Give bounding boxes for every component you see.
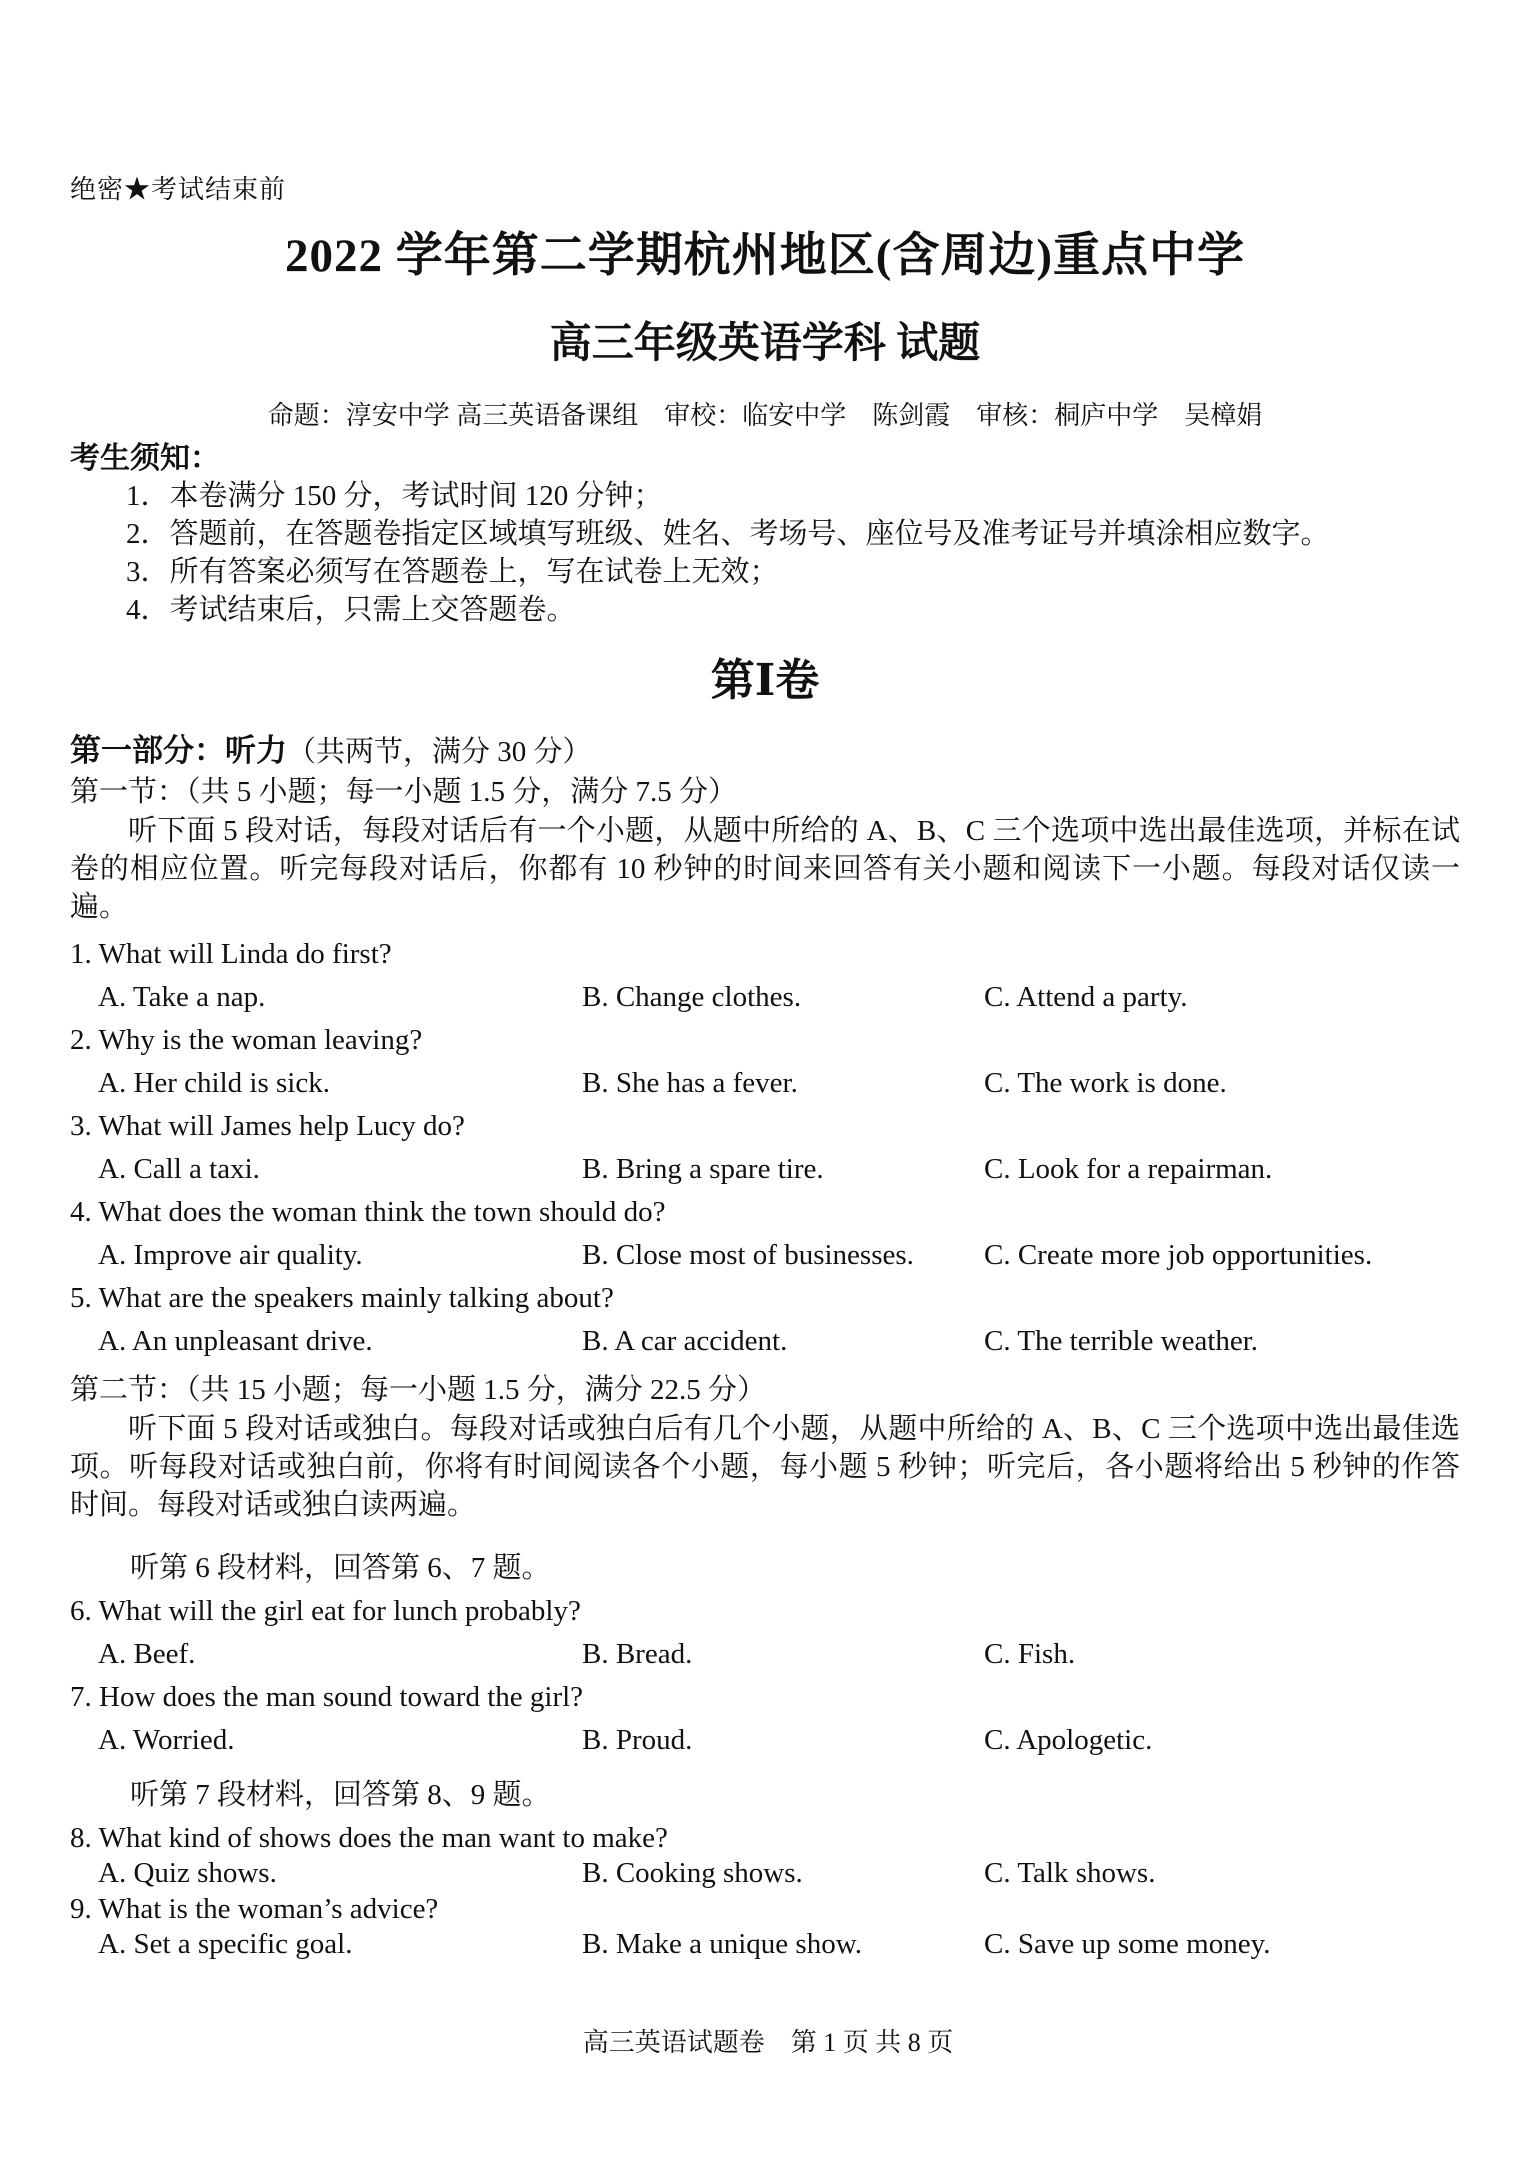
question-8 [70, 1823, 1460, 1853]
exam-subtitle: 高三年级英语学科 试题 [549, 321, 981, 367]
question-7-options [70, 1725, 1460, 1755]
option-b: B. Cooking shows. [582, 1857, 803, 1889]
option-b: B. Change clothes. [582, 981, 802, 1013]
notice-item-3: 3．所有答案必须写在答题卷上，写在试卷上无效； [126, 556, 779, 588]
question-1 [70, 939, 1460, 969]
question-5 [70, 1283, 1460, 1313]
question-2 [70, 1025, 1460, 1055]
option-c: C. Fish. [984, 1638, 1076, 1670]
question-4 [70, 1197, 1460, 1227]
question-9-options [70, 1929, 1460, 1959]
option-a: A. Take a nap. [98, 981, 266, 1013]
option-c: C. The terrible weather. [984, 1325, 1259, 1357]
option-b: B. A car accident. [582, 1325, 788, 1357]
exam-title: 2022 学年第二学期杭州地区(含周边)重点中学 [284, 230, 1246, 282]
question-3-text: 3. What will James help Lucy do? [70, 1110, 465, 1142]
option-a: A. Quiz shows. [98, 1857, 277, 1889]
option-b: B. Bring a spare tire. [582, 1153, 824, 1185]
question-5-options [70, 1326, 1460, 1356]
option-c: C. Apologetic. [984, 1724, 1153, 1756]
question-9-text: 9. What is the woman’s advice? [70, 1893, 439, 1925]
question-5-text: 5. What are the speakers mainly talking about? [70, 1282, 614, 1314]
option-c: C. Save up some money. [984, 1928, 1271, 1960]
option-b: B. Bread. [582, 1638, 693, 1670]
option-c: C. Attend a party. [984, 981, 1188, 1013]
option-b: B. Close most of businesses. [582, 1239, 914, 1271]
page-footer: 高三英语试题卷 第 1 页 共 8 页 [582, 2028, 954, 2057]
option-b: B. Make a unique show. [582, 1928, 863, 1960]
exam-byline: 命题：淳安中学 高三英语备课组 审校：临安中学 陈剑霞 审核：桐庐中学 吴樟娟 [267, 401, 1263, 430]
question-4-options [70, 1240, 1460, 1270]
section1-heading: 第一节：（共 5 小题；每一小题 1.5 分，满分 7.5 分） [70, 776, 738, 808]
notice-list [70, 477, 1460, 629]
notice-item-1: 1．本卷满分 150 分，考试时间 120 分钟； [126, 480, 663, 512]
volume-heading: 第Ⅰ卷 [710, 656, 820, 705]
question-3 [70, 1111, 1460, 1141]
material-note-7: 听第 7 段材料，回答第 8、9 题。 [130, 1779, 551, 1811]
part1-heading-bold: 第一部分：听力 [70, 733, 287, 768]
option-c: C. Look for a repairman. [984, 1153, 1273, 1185]
section1-instructions: 听下面 5 段对话，每段对话后有一个小题，从题中所给的 A、B、C 三个选项中选出最佳选项，并标在试卷的相应位置。听完每段对话后，你都有 10 秒钟的时间来回答有关小题和阅读下一小题。每段对话仅读一遍。 [70, 815, 1460, 923]
question-2-text: 2. Why is the woman leaving? [70, 1024, 423, 1056]
question-1-options [70, 982, 1460, 1012]
question-4-text: 4. What does the woman think the town should do? [70, 1196, 666, 1228]
question-9 [70, 1894, 1460, 1924]
option-a: A. Worried. [98, 1724, 235, 1756]
question-7-text: 7. How does the man sound toward the girl? [70, 1681, 584, 1713]
option-a: A. Her child is sick. [98, 1067, 330, 1099]
option-c: C. The work is done. [984, 1067, 1227, 1099]
material-note-6: 听第 6 段材料，回答第 6、7 题。 [130, 1552, 551, 1584]
option-c: C. Talk shows. [984, 1857, 1156, 1889]
question-8-text: 8. What kind of shows does the man want to make? [70, 1822, 668, 1854]
classification-banner: 绝密★考试结束前 [70, 175, 287, 204]
option-a: A. Improve air quality. [98, 1239, 363, 1271]
option-b: B. Proud. [582, 1724, 693, 1756]
option-a: A. Call a taxi. [98, 1153, 260, 1185]
option-a: A. Set a specific goal. [98, 1928, 353, 1960]
section2-heading: 第二节：（共 15 小题；每一小题 1.5 分，满分 22.5 分） [70, 1374, 767, 1406]
question-6-text: 6. What will the girl eat for lunch probably? [70, 1595, 581, 1627]
notice-item-2: 2．答题前，在答题卷指定区域填写班级、姓名、考场号、座位号及准考证号并填涂相应数字。 [126, 518, 1330, 550]
option-c: C. Create more job opportunities. [984, 1239, 1373, 1271]
question-6-options [70, 1639, 1460, 1669]
option-a: A. An unpleasant drive. [98, 1325, 373, 1357]
question-3-options [70, 1154, 1460, 1184]
question-7 [70, 1682, 1460, 1712]
option-a: A. Beef. [98, 1638, 196, 1670]
part1-heading-rest: （共两节，满分 30 分） [287, 736, 592, 768]
notice-item-4: 4．考试结束后，只需上交答题卷。 [126, 594, 576, 626]
section2-instructions: 听下面 5 段对话或独白。每段对话或独白后有几个小题，从题中所给的 A、B、C 三个选项中选出最佳选项。听每段对话或独白前，你将有时间阅读各个小题，每小题 5 秒钟；听完后，各小题将给出 5 秒钟的作答时间。每段对话或独白读两遍。 [70, 1413, 1460, 1521]
question-6 [70, 1596, 1460, 1626]
question-2-options [70, 1068, 1460, 1098]
question-8-options [70, 1858, 1460, 1888]
part1-heading [70, 731, 1460, 772]
question-1-text: 1. What will Linda do first? [70, 938, 392, 970]
notice-heading: 考生须知： [70, 442, 220, 475]
option-b: B. She has a fever. [582, 1067, 798, 1099]
